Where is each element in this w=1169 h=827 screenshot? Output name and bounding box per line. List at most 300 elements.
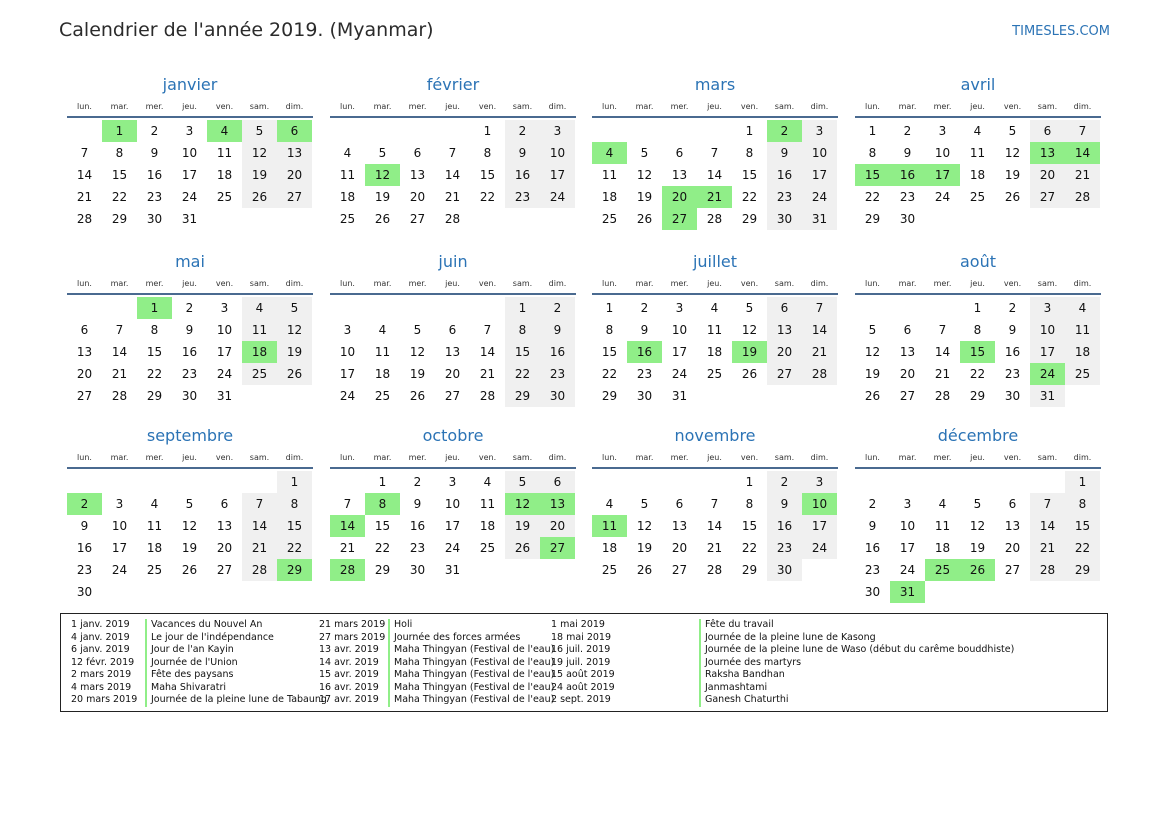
day-cell[interactable]: 12: [741, 323, 758, 337]
day-cell[interactable]: 20: [540, 515, 575, 537]
day-cell[interactable]: 13: [444, 345, 461, 359]
day-cell[interactable]: 16: [767, 515, 802, 537]
day-cell[interactable]: 14: [1030, 515, 1065, 537]
day-cell[interactable]: 25: [969, 190, 986, 204]
day-cell[interactable]: 18: [601, 190, 618, 204]
day-cell[interactable]: 26: [505, 537, 540, 559]
day-cell[interactable]: 5: [242, 120, 277, 142]
day-cell[interactable]: 1: [745, 124, 754, 138]
day-cell[interactable]: 7: [1030, 493, 1065, 515]
day-cell[interactable]: 9: [413, 497, 422, 511]
holiday-day-cell[interactable]: 4: [592, 142, 627, 164]
day-cell[interactable]: 15: [111, 168, 128, 182]
day-cell[interactable]: 22: [601, 367, 618, 381]
day-cell[interactable]: 2: [505, 120, 540, 142]
day-cell[interactable]: 13: [899, 345, 916, 359]
day-cell[interactable]: 7: [938, 323, 947, 337]
day-cell[interactable]: 6: [675, 146, 684, 160]
day-cell[interactable]: 5: [277, 297, 312, 319]
day-cell[interactable]: 31: [216, 389, 233, 403]
day-cell[interactable]: 26: [277, 363, 312, 385]
day-cell[interactable]: 8: [745, 146, 754, 160]
day-cell[interactable]: 20: [76, 367, 93, 381]
holiday-day-cell[interactable]: 26: [960, 559, 995, 581]
day-cell[interactable]: 5: [505, 471, 540, 493]
day-cell[interactable]: 3: [185, 124, 194, 138]
day-cell[interactable]: 8: [745, 497, 754, 511]
day-cell[interactable]: 31: [181, 212, 198, 226]
day-cell[interactable]: 7: [343, 497, 352, 511]
day-cell[interactable]: 3: [115, 497, 124, 511]
day-cell[interactable]: 27: [277, 186, 312, 208]
day-cell[interactable]: 6: [448, 323, 457, 337]
day-cell[interactable]: 28: [242, 559, 277, 581]
day-cell[interactable]: 3: [675, 301, 684, 315]
day-cell[interactable]: 11: [1065, 319, 1100, 341]
day-cell[interactable]: 14: [934, 345, 951, 359]
day-cell[interactable]: 21: [76, 190, 93, 204]
day-cell[interactable]: 30: [409, 563, 426, 577]
day-cell[interactable]: 7: [1065, 120, 1100, 142]
day-cell[interactable]: 30: [181, 389, 198, 403]
day-cell[interactable]: 18: [146, 541, 163, 555]
day-cell[interactable]: 17: [802, 515, 837, 537]
day-cell[interactable]: 25: [216, 190, 233, 204]
day-cell[interactable]: 6: [1008, 497, 1017, 511]
day-cell[interactable]: 24: [111, 563, 128, 577]
holiday-day-cell[interactable]: 31: [890, 581, 925, 603]
day-cell[interactable]: 22: [741, 190, 758, 204]
day-cell[interactable]: 7: [242, 493, 277, 515]
day-cell[interactable]: 11: [216, 146, 233, 160]
day-cell[interactable]: 25: [479, 541, 496, 555]
holiday-day-cell[interactable]: 17: [925, 164, 960, 186]
day-cell[interactable]: 4: [378, 323, 387, 337]
day-cell[interactable]: 30: [767, 208, 802, 230]
day-cell[interactable]: 16: [505, 164, 540, 186]
day-cell[interactable]: 29: [1065, 559, 1100, 581]
day-cell[interactable]: 18: [479, 519, 496, 533]
day-cell[interactable]: 13: [671, 168, 688, 182]
day-cell[interactable]: 3: [1030, 297, 1065, 319]
day-cell[interactable]: 14: [706, 519, 723, 533]
day-cell[interactable]: 4: [150, 497, 159, 511]
site-link[interactable]: TIMESLES.COM: [1012, 24, 1110, 39]
holiday-day-cell[interactable]: 16: [890, 164, 925, 186]
day-cell[interactable]: 28: [479, 389, 496, 403]
day-cell[interactable]: 25: [146, 563, 163, 577]
day-cell[interactable]: 30: [76, 585, 93, 599]
day-cell[interactable]: 23: [864, 563, 881, 577]
day-cell[interactable]: 13: [671, 519, 688, 533]
holiday-day-cell[interactable]: 15: [855, 164, 890, 186]
day-cell[interactable]: 22: [479, 190, 496, 204]
day-cell[interactable]: 24: [802, 186, 837, 208]
day-cell[interactable]: 19: [277, 341, 312, 363]
day-cell[interactable]: 16: [409, 519, 426, 533]
day-cell[interactable]: 2: [1008, 301, 1017, 315]
day-cell[interactable]: 24: [181, 190, 198, 204]
day-cell[interactable]: 8: [150, 323, 159, 337]
day-cell[interactable]: 2: [903, 124, 912, 138]
day-cell[interactable]: 14: [111, 345, 128, 359]
day-cell[interactable]: 28: [111, 389, 128, 403]
day-cell[interactable]: 7: [483, 323, 492, 337]
day-cell[interactable]: 31: [802, 208, 837, 230]
day-cell[interactable]: 9: [185, 323, 194, 337]
day-cell[interactable]: 8: [868, 146, 877, 160]
day-cell[interactable]: 24: [934, 190, 951, 204]
day-cell[interactable]: 2: [185, 301, 194, 315]
day-cell[interactable]: 21: [802, 341, 837, 363]
day-cell[interactable]: 25: [339, 212, 356, 226]
day-cell[interactable]: 30: [636, 389, 653, 403]
day-cell[interactable]: 31: [1030, 385, 1065, 407]
day-cell[interactable]: 17: [802, 164, 837, 186]
day-cell[interactable]: 26: [181, 563, 198, 577]
day-cell[interactable]: 1: [505, 297, 540, 319]
day-cell[interactable]: 20: [277, 164, 312, 186]
day-cell[interactable]: 12: [969, 519, 986, 533]
day-cell[interactable]: 6: [767, 297, 802, 319]
day-cell[interactable]: 2: [868, 497, 877, 511]
day-cell[interactable]: 29: [146, 389, 163, 403]
day-cell[interactable]: 12: [1004, 146, 1021, 160]
holiday-day-cell[interactable]: 4: [207, 120, 242, 142]
day-cell[interactable]: 14: [802, 319, 837, 341]
day-cell[interactable]: 29: [864, 212, 881, 226]
day-cell[interactable]: 15: [1065, 515, 1100, 537]
day-cell[interactable]: 8: [277, 493, 312, 515]
day-cell[interactable]: 9: [868, 519, 877, 533]
day-cell[interactable]: 19: [969, 541, 986, 555]
day-cell[interactable]: 28: [934, 389, 951, 403]
day-cell[interactable]: 22: [864, 190, 881, 204]
day-cell[interactable]: 1: [378, 475, 387, 489]
day-cell[interactable]: 28: [1030, 559, 1065, 581]
day-cell[interactable]: 16: [1004, 345, 1021, 359]
day-cell[interactable]: 11: [479, 497, 496, 511]
day-cell[interactable]: 11: [969, 146, 986, 160]
day-cell[interactable]: 12: [864, 345, 881, 359]
day-cell[interactable]: 23: [181, 367, 198, 381]
day-cell[interactable]: 9: [150, 146, 159, 160]
day-cell[interactable]: 20: [1004, 541, 1021, 555]
day-cell[interactable]: 6: [80, 323, 89, 337]
day-cell[interactable]: 10: [899, 519, 916, 533]
day-cell[interactable]: 25: [374, 389, 391, 403]
day-cell[interactable]: 21: [706, 541, 723, 555]
day-cell[interactable]: 10: [339, 345, 356, 359]
day-cell[interactable]: 29: [111, 212, 128, 226]
holiday-day-cell[interactable]: 1: [102, 120, 137, 142]
holiday-day-cell[interactable]: 29: [277, 559, 312, 581]
day-cell[interactable]: 15: [505, 341, 540, 363]
day-cell[interactable]: 23: [899, 190, 916, 204]
day-cell[interactable]: 8: [973, 323, 982, 337]
day-cell[interactable]: 25: [601, 212, 618, 226]
day-cell[interactable]: 7: [710, 497, 719, 511]
day-cell[interactable]: 14: [479, 345, 496, 359]
day-cell[interactable]: 6: [1030, 120, 1065, 142]
holiday-day-cell[interactable]: 27: [540, 537, 575, 559]
day-cell[interactable]: 7: [802, 297, 837, 319]
day-cell[interactable]: 25: [242, 363, 277, 385]
day-cell[interactable]: 24: [444, 541, 461, 555]
day-cell[interactable]: 31: [671, 389, 688, 403]
day-cell[interactable]: 14: [242, 515, 277, 537]
day-cell[interactable]: 14: [76, 168, 93, 182]
day-cell[interactable]: 25: [601, 563, 618, 577]
day-cell[interactable]: 29: [741, 212, 758, 226]
day-cell[interactable]: 9: [80, 519, 89, 533]
day-cell[interactable]: 3: [802, 471, 837, 493]
day-cell[interactable]: 7: [710, 146, 719, 160]
day-cell[interactable]: 23: [767, 537, 802, 559]
day-cell[interactable]: 13: [216, 519, 233, 533]
day-cell[interactable]: 17: [1030, 341, 1065, 363]
day-cell[interactable]: 23: [409, 541, 426, 555]
day-cell[interactable]: 9: [540, 319, 575, 341]
day-cell[interactable]: 23: [146, 190, 163, 204]
day-cell[interactable]: 10: [111, 519, 128, 533]
day-cell[interactable]: 18: [1065, 341, 1100, 363]
day-cell[interactable]: 15: [146, 345, 163, 359]
day-cell[interactable]: 3: [540, 120, 575, 142]
day-cell[interactable]: 30: [146, 212, 163, 226]
day-cell[interactable]: 13: [277, 142, 312, 164]
day-cell[interactable]: 2: [413, 475, 422, 489]
holiday-day-cell[interactable]: 19: [732, 341, 767, 363]
day-cell[interactable]: 5: [745, 301, 754, 315]
day-cell[interactable]: 26: [374, 212, 391, 226]
day-cell[interactable]: 18: [216, 168, 233, 182]
day-cell[interactable]: 19: [374, 190, 391, 204]
day-cell[interactable]: 19: [636, 190, 653, 204]
day-cell[interactable]: 2: [767, 471, 802, 493]
day-cell[interactable]: 23: [76, 563, 93, 577]
day-cell[interactable]: 27: [671, 563, 688, 577]
day-cell[interactable]: 15: [277, 515, 312, 537]
day-cell[interactable]: 20: [899, 367, 916, 381]
holiday-day-cell[interactable]: 13: [1030, 142, 1065, 164]
day-cell[interactable]: 21: [1030, 537, 1065, 559]
day-cell[interactable]: 29: [969, 389, 986, 403]
day-cell[interactable]: 19: [242, 164, 277, 186]
day-cell[interactable]: 28: [76, 212, 93, 226]
day-cell[interactable]: 27: [1004, 563, 1021, 577]
day-cell[interactable]: 17: [444, 519, 461, 533]
holiday-day-cell[interactable]: 28: [330, 559, 365, 581]
day-cell[interactable]: 15: [741, 168, 758, 182]
day-cell[interactable]: 13: [767, 319, 802, 341]
day-cell[interactable]: 6: [540, 471, 575, 493]
day-cell[interactable]: 21: [111, 367, 128, 381]
day-cell[interactable]: 17: [339, 367, 356, 381]
day-cell[interactable]: 9: [640, 323, 649, 337]
day-cell[interactable]: 27: [444, 389, 461, 403]
holiday-day-cell[interactable]: 2: [67, 493, 102, 515]
day-cell[interactable]: 22: [374, 541, 391, 555]
day-cell[interactable]: 24: [216, 367, 233, 381]
day-cell[interactable]: 28: [706, 212, 723, 226]
day-cell[interactable]: 21: [479, 367, 496, 381]
day-cell[interactable]: 3: [220, 301, 229, 315]
day-cell[interactable]: 12: [636, 168, 653, 182]
day-cell[interactable]: 15: [741, 519, 758, 533]
day-cell[interactable]: 17: [216, 345, 233, 359]
day-cell[interactable]: 1: [277, 471, 312, 493]
day-cell[interactable]: 25: [706, 367, 723, 381]
day-cell[interactable]: 1: [973, 301, 982, 315]
day-cell[interactable]: 19: [864, 367, 881, 381]
day-cell[interactable]: 4: [938, 497, 947, 511]
day-cell[interactable]: 30: [899, 212, 916, 226]
day-cell[interactable]: 2: [640, 301, 649, 315]
day-cell[interactable]: 8: [483, 146, 492, 160]
day-cell[interactable]: 5: [868, 323, 877, 337]
holiday-day-cell[interactable]: 6: [277, 120, 312, 142]
day-cell[interactable]: 11: [242, 319, 277, 341]
holiday-day-cell[interactable]: 11: [592, 515, 627, 537]
holiday-day-cell[interactable]: 24: [1030, 363, 1065, 385]
day-cell[interactable]: 16: [864, 541, 881, 555]
day-cell[interactable]: 18: [706, 345, 723, 359]
holiday-day-cell[interactable]: 12: [505, 493, 540, 515]
day-cell[interactable]: 8: [605, 323, 614, 337]
holiday-day-cell[interactable]: 15: [960, 341, 995, 363]
day-cell[interactable]: 23: [1004, 367, 1021, 381]
day-cell[interactable]: 23: [505, 186, 540, 208]
day-cell[interactable]: 29: [601, 389, 618, 403]
day-cell[interactable]: 11: [601, 168, 618, 182]
day-cell[interactable]: 6: [903, 323, 912, 337]
day-cell[interactable]: 15: [601, 345, 618, 359]
day-cell[interactable]: 30: [1004, 389, 1021, 403]
holiday-day-cell[interactable]: 12: [365, 164, 400, 186]
day-cell[interactable]: 10: [934, 146, 951, 160]
day-cell[interactable]: 7: [115, 323, 124, 337]
day-cell[interactable]: 22: [146, 367, 163, 381]
day-cell[interactable]: 9: [767, 493, 802, 515]
day-cell[interactable]: 10: [181, 146, 198, 160]
day-cell[interactable]: 26: [636, 563, 653, 577]
day-cell[interactable]: 13: [76, 345, 93, 359]
day-cell[interactable]: 5: [378, 146, 387, 160]
day-cell[interactable]: 26: [242, 186, 277, 208]
day-cell[interactable]: 11: [146, 519, 163, 533]
day-cell[interactable]: 20: [216, 541, 233, 555]
day-cell[interactable]: 22: [111, 190, 128, 204]
day-cell[interactable]: 13: [1004, 519, 1021, 533]
day-cell[interactable]: 16: [767, 164, 802, 186]
day-cell[interactable]: 15: [374, 519, 391, 533]
day-cell[interactable]: 17: [671, 345, 688, 359]
day-cell[interactable]: 13: [409, 168, 426, 182]
day-cell[interactable]: 16: [146, 168, 163, 182]
day-cell[interactable]: 10: [802, 142, 837, 164]
day-cell[interactable]: 21: [934, 367, 951, 381]
day-cell[interactable]: 27: [409, 212, 426, 226]
day-cell[interactable]: 1: [745, 475, 754, 489]
day-cell[interactable]: 17: [111, 541, 128, 555]
day-cell[interactable]: 18: [374, 367, 391, 381]
day-cell[interactable]: 17: [181, 168, 198, 182]
day-cell[interactable]: 11: [339, 168, 356, 182]
day-cell[interactable]: 5: [640, 497, 649, 511]
day-cell[interactable]: 17: [899, 541, 916, 555]
day-cell[interactable]: 26: [864, 389, 881, 403]
day-cell[interactable]: 20: [409, 190, 426, 204]
holiday-day-cell[interactable]: 14: [330, 515, 365, 537]
day-cell[interactable]: 28: [706, 563, 723, 577]
day-cell[interactable]: 10: [444, 497, 461, 511]
day-cell[interactable]: 22: [741, 541, 758, 555]
day-cell[interactable]: 4: [483, 475, 492, 489]
holiday-day-cell[interactable]: 27: [662, 208, 697, 230]
day-cell[interactable]: 12: [242, 142, 277, 164]
day-cell[interactable]: 10: [216, 323, 233, 337]
day-cell[interactable]: 20: [444, 367, 461, 381]
day-cell[interactable]: 5: [413, 323, 422, 337]
day-cell[interactable]: 1: [605, 301, 614, 315]
day-cell[interactable]: 19: [181, 541, 198, 555]
day-cell[interactable]: 24: [540, 186, 575, 208]
day-cell[interactable]: 12: [181, 519, 198, 533]
day-cell[interactable]: 26: [636, 212, 653, 226]
day-cell[interactable]: 28: [1065, 186, 1100, 208]
holiday-day-cell[interactable]: 10: [802, 493, 837, 515]
day-cell[interactable]: 20: [1030, 164, 1065, 186]
day-cell[interactable]: 27: [1030, 186, 1065, 208]
day-cell[interactable]: 18: [934, 541, 951, 555]
day-cell[interactable]: 4: [973, 124, 982, 138]
day-cell[interactable]: 4: [242, 297, 277, 319]
day-cell[interactable]: 9: [505, 142, 540, 164]
day-cell[interactable]: 10: [540, 142, 575, 164]
day-cell[interactable]: 8: [1065, 493, 1100, 515]
holiday-day-cell[interactable]: 25: [925, 559, 960, 581]
day-cell[interactable]: 16: [181, 345, 198, 359]
holiday-day-cell[interactable]: 1: [137, 297, 172, 319]
day-cell[interactable]: 27: [899, 389, 916, 403]
day-cell[interactable]: 16: [540, 341, 575, 363]
day-cell[interactable]: 18: [339, 190, 356, 204]
day-cell[interactable]: 21: [1065, 164, 1100, 186]
day-cell[interactable]: 3: [448, 475, 457, 489]
day-cell[interactable]: 3: [802, 120, 837, 142]
day-cell[interactable]: 24: [899, 563, 916, 577]
day-cell[interactable]: 10: [1030, 319, 1065, 341]
day-cell[interactable]: 14: [706, 168, 723, 182]
day-cell[interactable]: 9: [1008, 323, 1017, 337]
day-cell[interactable]: 21: [242, 537, 277, 559]
day-cell[interactable]: 3: [903, 497, 912, 511]
day-cell[interactable]: 5: [185, 497, 194, 511]
day-cell[interactable]: 27: [76, 389, 93, 403]
day-cell[interactable]: 4: [710, 301, 719, 315]
day-cell[interactable]: 20: [671, 541, 688, 555]
day-cell[interactable]: 30: [864, 585, 881, 599]
day-cell[interactable]: 30: [540, 385, 575, 407]
day-cell[interactable]: 4: [1065, 297, 1100, 319]
day-cell[interactable]: 12: [409, 345, 426, 359]
day-cell[interactable]: 26: [741, 367, 758, 381]
day-cell[interactable]: 9: [903, 146, 912, 160]
day-cell[interactable]: 12: [277, 319, 312, 341]
day-cell[interactable]: 27: [767, 363, 802, 385]
day-cell[interactable]: 19: [1004, 168, 1021, 182]
